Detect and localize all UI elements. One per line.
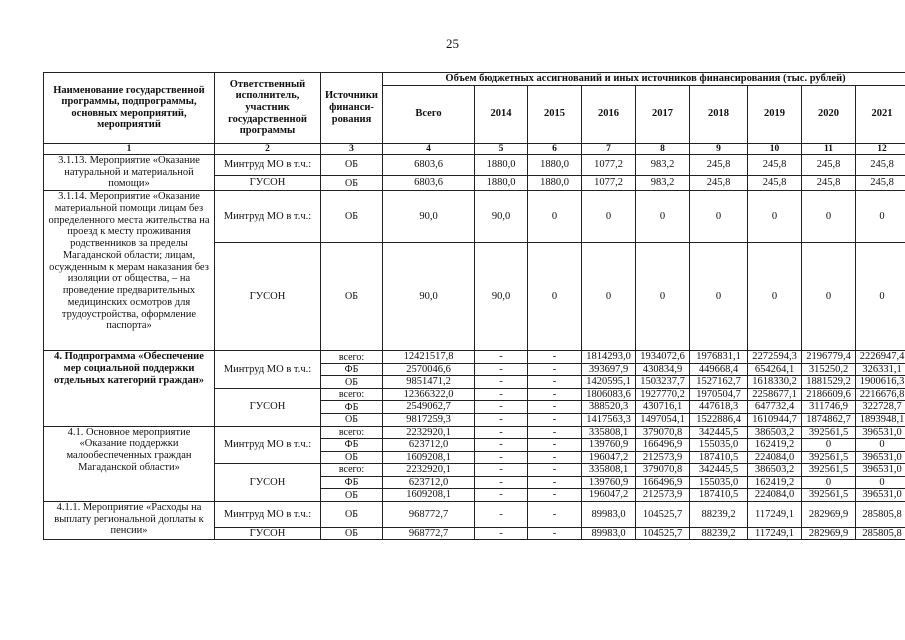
value-cell: 0 (802, 439, 856, 452)
source-cell: ФБ (321, 476, 383, 489)
table-row (44, 154, 905, 175)
value-cell: 2216676,8 (856, 388, 905, 401)
value-cell: 386503,2 (748, 426, 802, 439)
value-cell: 0 (528, 243, 582, 351)
table-row (44, 501, 905, 527)
source-cell: ОБ (321, 489, 383, 502)
value-cell: 187410,5 (690, 489, 748, 502)
value-cell: 392561,5 (802, 451, 856, 464)
value-cell: 392561,5 (802, 426, 856, 439)
table-row (44, 351, 905, 364)
header-year: 2019 (748, 85, 802, 143)
value-cell: - (528, 439, 582, 452)
value-cell: 187410,5 (690, 451, 748, 464)
value-cell: 1880,0 (475, 154, 528, 175)
value-cell: 342445,5 (690, 464, 748, 477)
value-cell: 245,8 (802, 175, 856, 190)
value-cell: 245,8 (748, 154, 802, 175)
header-year: 2014 (475, 85, 528, 143)
value-cell: 162419,2 (748, 439, 802, 452)
value-cell: 1874862,7 (802, 413, 856, 426)
value-cell: 89983,0 (582, 527, 636, 540)
value-cell: 88239,2 (690, 527, 748, 540)
value-cell: 1610944,7 (748, 413, 802, 426)
value-cell: 9817259,3 (383, 413, 475, 426)
column-number: 12 (856, 143, 905, 154)
value-cell: 224084,0 (748, 489, 802, 502)
executor-cell: Минтруд МО в т.ч.: (215, 191, 321, 243)
value-cell: 166496,9 (636, 439, 690, 452)
column-number: 3 (321, 143, 383, 154)
value-cell: 335808,1 (582, 464, 636, 477)
value-cell: 2272594,3 (748, 351, 802, 364)
source-cell: всего: (321, 388, 383, 401)
value-cell: 2549062,7 (383, 401, 475, 414)
value-cell: 1934072,6 (636, 351, 690, 364)
header-year: 2021 (856, 85, 905, 143)
value-cell: 1420595,1 (582, 376, 636, 389)
source-cell: ОБ (321, 175, 383, 190)
value-cell: - (475, 439, 528, 452)
value-cell: 6803,6 (383, 154, 475, 175)
column-number: 2 (215, 143, 321, 154)
value-cell: 0 (802, 476, 856, 489)
table-row (44, 191, 905, 243)
value-cell: 282969,9 (802, 501, 856, 527)
item-name-cell: 3.1.13. Мероприятие «Оказание натуральной и материальной помощи» (44, 154, 215, 190)
value-cell: 983,2 (636, 154, 690, 175)
source-cell: ОБ (321, 413, 383, 426)
value-cell: - (528, 464, 582, 477)
value-cell: 342445,5 (690, 426, 748, 439)
value-cell: 1077,2 (582, 175, 636, 190)
value-cell: 396531,0 (856, 426, 905, 439)
value-cell: 392561,5 (802, 489, 856, 502)
value-cell: 2258677,1 (748, 388, 802, 401)
source-cell: всего: (321, 464, 383, 477)
value-cell: - (528, 413, 582, 426)
value-cell: 0 (748, 191, 802, 243)
value-cell: 647732,4 (748, 401, 802, 414)
source-cell: ОБ (321, 527, 383, 540)
value-cell: 1806083,6 (582, 388, 636, 401)
value-cell: 0 (582, 243, 636, 351)
value-cell: - (528, 376, 582, 389)
value-cell: 0 (636, 191, 690, 243)
budget-table (43, 72, 905, 540)
header-executor: Ответственный исполнитель, участник государственной программы (215, 73, 321, 144)
value-cell: 326331,1 (856, 363, 905, 376)
value-cell: - (475, 363, 528, 376)
value-cell: 1609208,1 (383, 489, 475, 502)
value-cell: 654264,1 (748, 363, 802, 376)
value-cell: - (475, 413, 528, 426)
value-cell: 0 (582, 191, 636, 243)
value-cell: 0 (690, 243, 748, 351)
value-cell: - (528, 388, 582, 401)
item-name-cell: 4. Подпрограмма «Обеспечение мер социальной поддержки отдельных категорий граждан» (44, 351, 215, 426)
value-cell: 1618330,2 (748, 376, 802, 389)
column-number: 8 (636, 143, 690, 154)
value-cell: 322728,7 (856, 401, 905, 414)
value-cell: 393697,9 (582, 363, 636, 376)
value-cell: - (475, 388, 528, 401)
value-cell: - (528, 476, 582, 489)
value-cell: 968772,7 (383, 527, 475, 540)
value-cell: 0 (856, 476, 905, 489)
value-cell: 196047,2 (582, 451, 636, 464)
value-cell: 245,8 (802, 154, 856, 175)
value-cell: 117249,1 (748, 501, 802, 527)
value-cell: 245,8 (856, 154, 905, 175)
header-total: Всего (383, 85, 475, 143)
executor-cell: Минтруд МО в т.ч.: (215, 154, 321, 175)
source-cell: ОБ (321, 501, 383, 527)
value-cell: 1900616,3 (856, 376, 905, 389)
value-cell: - (528, 489, 582, 502)
column-number: 1 (44, 143, 215, 154)
header-year: 2018 (690, 85, 748, 143)
value-cell: 90,0 (475, 191, 528, 243)
value-cell: 396531,0 (856, 464, 905, 477)
source-cell: ОБ (321, 376, 383, 389)
value-cell: 0 (636, 243, 690, 351)
value-cell: 155035,0 (690, 476, 748, 489)
value-cell: 245,8 (856, 175, 905, 190)
value-cell: 12421517,8 (383, 351, 475, 364)
value-cell: 1880,0 (475, 175, 528, 190)
value-cell: 0 (802, 191, 856, 243)
value-cell: 311746,9 (802, 401, 856, 414)
value-cell: 117249,1 (748, 527, 802, 540)
value-cell: - (528, 527, 582, 540)
value-cell: 1077,2 (582, 154, 636, 175)
header-volume: Объем бюджетных ассигнований и иных источников финансирования (тыс. рублей) (383, 73, 905, 86)
value-cell: 285805,8 (856, 527, 905, 540)
column-number: 10 (748, 143, 802, 154)
value-cell: 983,2 (636, 175, 690, 190)
value-cell: 245,8 (690, 154, 748, 175)
value-cell: 1814293,0 (582, 351, 636, 364)
value-cell: 0 (802, 243, 856, 351)
value-cell: 2232920,1 (383, 426, 475, 439)
value-cell: 1880,0 (528, 154, 582, 175)
column-number: 7 (582, 143, 636, 154)
column-number: 9 (690, 143, 748, 154)
value-cell: 315250,2 (802, 363, 856, 376)
header-name: Наименование государственной программы, подпрограммы, основных мероприятий, мероприятий (44, 73, 215, 144)
value-cell: 166496,9 (636, 476, 690, 489)
value-cell: 2232920,1 (383, 464, 475, 477)
value-cell: 12366322,0 (383, 388, 475, 401)
source-cell: всего: (321, 426, 383, 439)
value-cell: 2196779,4 (802, 351, 856, 364)
source-cell: ОБ (321, 191, 383, 243)
item-name-cell: 3.1.14. Мероприятие «Оказание материальной помощи лицам без определенного места жительства на проезд к месту проживания родственников за пределы Магаданской области; лицам, осужденным к мерам наказания без изоляции от общества, – на проведение предварительных медицинских осмотров для трудоустройства, оформление паспорта» (44, 191, 215, 351)
value-cell: 224084,0 (748, 451, 802, 464)
value-cell: 245,8 (748, 175, 802, 190)
value-cell: 0 (748, 243, 802, 351)
value-cell: 335808,1 (582, 426, 636, 439)
value-cell: 212573,9 (636, 489, 690, 502)
value-cell: 2226947,4 (856, 351, 905, 364)
value-cell: - (528, 351, 582, 364)
value-cell: 1881529,2 (802, 376, 856, 389)
executor-cell: ГУСОН (215, 464, 321, 502)
value-cell: 1527162,7 (690, 376, 748, 389)
value-cell: - (475, 401, 528, 414)
value-cell: 88239,2 (690, 501, 748, 527)
value-cell: - (475, 501, 528, 527)
value-cell: 392561,5 (802, 464, 856, 477)
value-cell: 0 (690, 191, 748, 243)
value-cell: - (475, 527, 528, 540)
source-cell: ФБ (321, 401, 383, 414)
value-cell: 1609208,1 (383, 451, 475, 464)
source-cell: ОБ (321, 451, 383, 464)
value-cell: - (475, 451, 528, 464)
source-cell: всего: (321, 351, 383, 364)
executor-cell: ГУСОН (215, 527, 321, 540)
value-cell: 968772,7 (383, 501, 475, 527)
value-cell: - (475, 464, 528, 477)
value-cell: 1417563,3 (582, 413, 636, 426)
source-cell: ОБ (321, 154, 383, 175)
value-cell: 396531,0 (856, 451, 905, 464)
value-cell: 162419,2 (748, 476, 802, 489)
source-cell: ФБ (321, 363, 383, 376)
executor-cell: ГУСОН (215, 388, 321, 426)
value-cell: - (475, 426, 528, 439)
item-name-cell: 4.1. Основное мероприятие «Оказание поддержки малообеспеченных граждан Магаданской области» (44, 426, 215, 501)
source-cell: ОБ (321, 243, 383, 351)
value-cell: 1976831,1 (690, 351, 748, 364)
value-cell: 155035,0 (690, 439, 748, 452)
value-cell: 139760,9 (582, 476, 636, 489)
value-cell: 386503,2 (748, 464, 802, 477)
value-cell: 90,0 (475, 243, 528, 351)
value-cell: 0 (856, 243, 905, 351)
column-numbers-row (44, 143, 905, 154)
value-cell: 1893948,1 (856, 413, 905, 426)
header-year: 2020 (802, 85, 856, 143)
value-cell: - (475, 476, 528, 489)
value-cell: - (475, 376, 528, 389)
value-cell: 1880,0 (528, 175, 582, 190)
value-cell: - (528, 501, 582, 527)
header-year: 2017 (636, 85, 690, 143)
executor-cell: ГУСОН (215, 243, 321, 351)
value-cell: 9851471,2 (383, 376, 475, 389)
value-cell: 1970504,7 (690, 388, 748, 401)
column-number: 4 (383, 143, 475, 154)
value-cell: 1503237,7 (636, 376, 690, 389)
value-cell: 1927770,2 (636, 388, 690, 401)
value-cell: 449668,4 (690, 363, 748, 376)
value-cell: 1522886,4 (690, 413, 748, 426)
header-source: Источники финанси-рования (321, 73, 383, 144)
item-name-cell: 4.1.1. Мероприятие «Расходы на выплату региональной доплаты к пенсии» (44, 501, 215, 540)
value-cell: 139760,9 (582, 439, 636, 452)
value-cell: - (475, 489, 528, 502)
value-cell: 623712,0 (383, 439, 475, 452)
executor-cell: Минтруд МО в т.ч.: (215, 501, 321, 527)
value-cell: - (528, 401, 582, 414)
value-cell: 1497054,1 (636, 413, 690, 426)
value-cell: 447618,3 (690, 401, 748, 414)
value-cell: 388520,3 (582, 401, 636, 414)
source-cell: ФБ (321, 439, 383, 452)
value-cell: 379070,8 (636, 426, 690, 439)
value-cell: - (528, 363, 582, 376)
column-number: 5 (475, 143, 528, 154)
page-number: 25 (446, 36, 459, 51)
value-cell: 104525,7 (636, 527, 690, 540)
value-cell: 89983,0 (582, 501, 636, 527)
value-cell: 212573,9 (636, 451, 690, 464)
value-cell: 0 (528, 191, 582, 243)
value-cell: 90,0 (383, 243, 475, 351)
value-cell: 430716,1 (636, 401, 690, 414)
value-cell: 379070,8 (636, 464, 690, 477)
value-cell: 245,8 (690, 175, 748, 190)
table-row (44, 426, 905, 439)
value-cell: 0 (856, 191, 905, 243)
column-number: 11 (802, 143, 856, 154)
value-cell: 282969,9 (802, 527, 856, 540)
value-cell: 0 (856, 439, 905, 452)
header-year: 2016 (582, 85, 636, 143)
header-year: 2015 (528, 85, 582, 143)
value-cell: 396531,0 (856, 489, 905, 502)
value-cell: - (528, 451, 582, 464)
executor-cell: ГУСОН (215, 175, 321, 190)
value-cell: 623712,0 (383, 476, 475, 489)
column-number: 6 (528, 143, 582, 154)
value-cell: 2186609,6 (802, 388, 856, 401)
executor-cell: Минтруд МО в т.ч.: (215, 426, 321, 464)
value-cell: 104525,7 (636, 501, 690, 527)
value-cell: 90,0 (383, 191, 475, 243)
value-cell: - (475, 351, 528, 364)
value-cell: - (528, 426, 582, 439)
value-cell: 6803,6 (383, 175, 475, 190)
value-cell: 430834,9 (636, 363, 690, 376)
executor-cell: Минтруд МО в т.ч.: (215, 351, 321, 389)
value-cell: 285805,8 (856, 501, 905, 527)
value-cell: 2570046,6 (383, 363, 475, 376)
value-cell: 196047,2 (582, 489, 636, 502)
